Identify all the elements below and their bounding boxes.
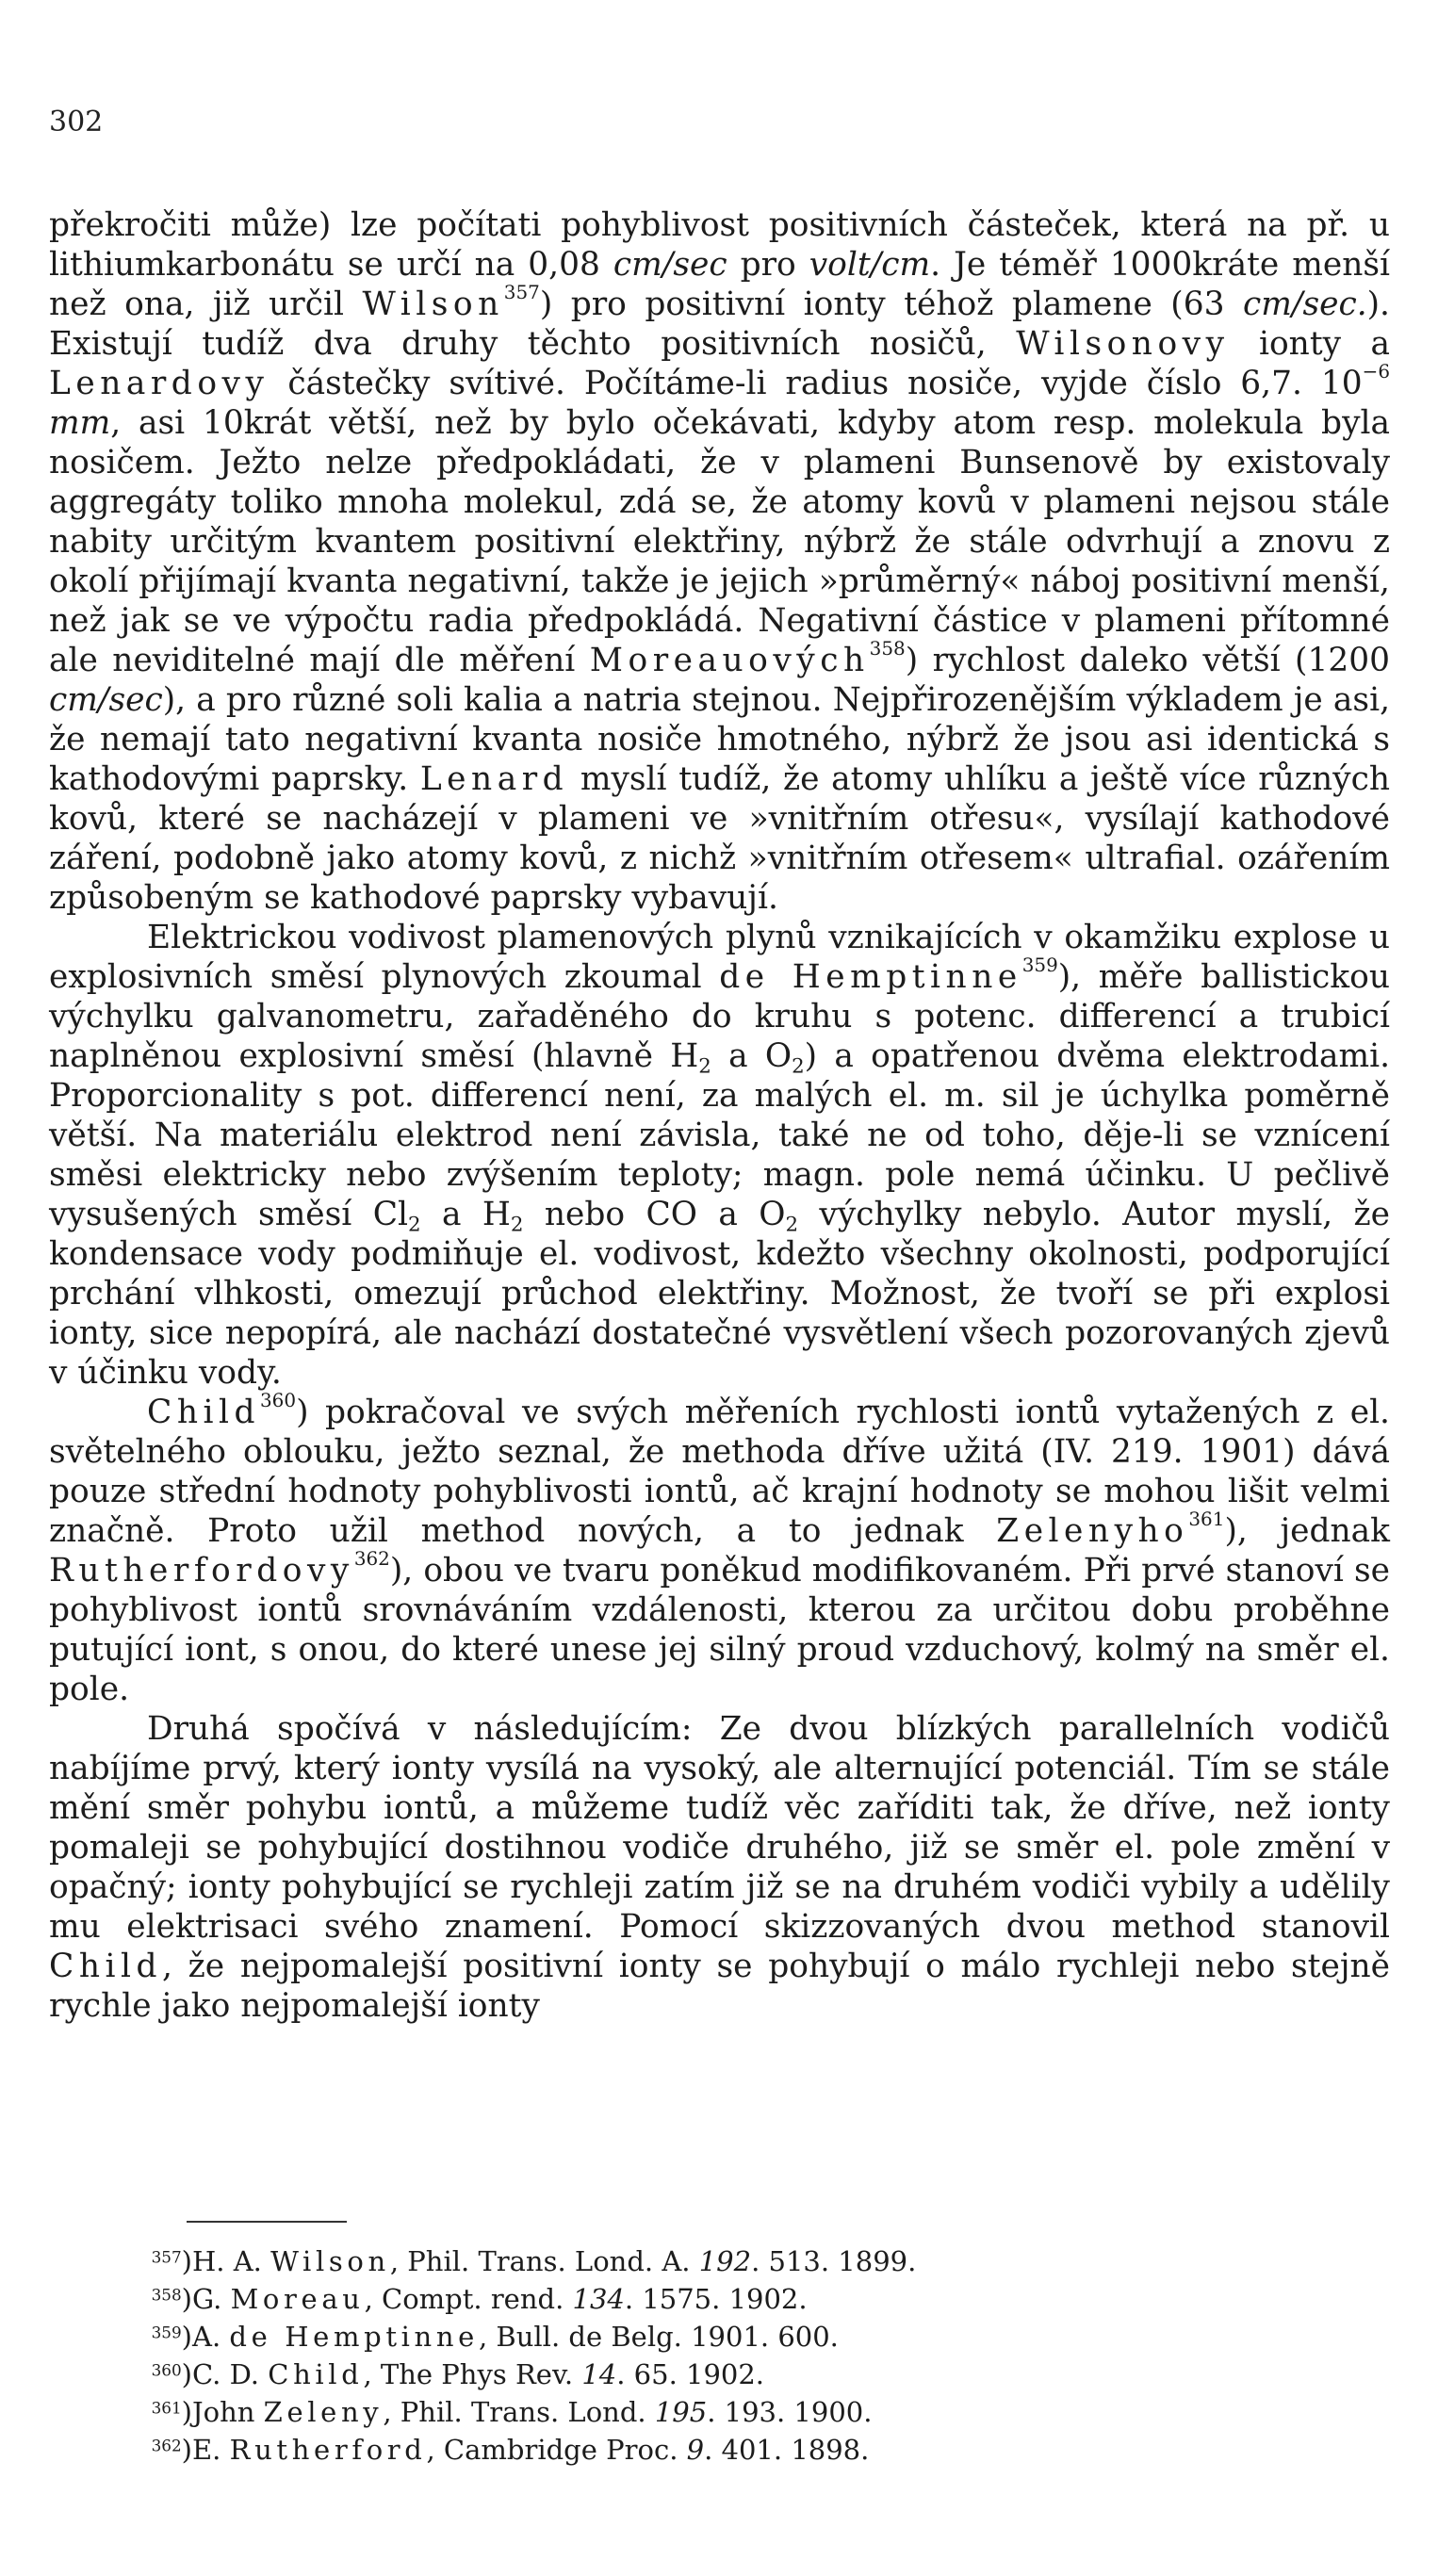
spaced-name: Child xyxy=(49,1948,162,1985)
footnote-mark: $^{362}$) xyxy=(151,2434,192,2466)
footnote-mark: $^{358}$) xyxy=(151,2283,192,2315)
text-run: ), měře ballistickou výchylku galvanometru, zařaděného do kruhu s potenc. differencí a trubicí naplněnou explosivní směsí (hlavně H xyxy=(49,958,1390,1075)
text-run: . 1575. 1902. xyxy=(624,2283,808,2315)
page-number: 302 xyxy=(49,106,104,139)
text-run: H. A. xyxy=(192,2245,271,2277)
text-run: ). Existují tudíž dva druhy těchto positivních nosičů, xyxy=(49,285,1390,363)
text-run: ) rychlost daleko větší (1200 xyxy=(905,642,1390,679)
text-run: . 401. 1898. xyxy=(704,2434,870,2466)
text-run: ) a opatřenou dvěma elektrodami. Proporcionality s pot. differencí není, za malých el. m. sil je úchylka poměrně větší. Na materiálu elektrod není závisla, také ne od toho, děje-li se vznícení směsi elektricky nebo zvýšením teploty; magn. pole nemá účinku. U pečlivě vysušených směsí Cl xyxy=(49,1037,1391,1233)
spaced-name: Wilson xyxy=(362,285,504,323)
subscript: 2 xyxy=(792,1054,805,1079)
footnote-mark: $^{359}$) xyxy=(151,2321,192,2353)
text-run: G. xyxy=(192,2283,231,2315)
spaced-name: Lenard xyxy=(419,760,569,798)
reference-mark: 358 xyxy=(869,637,906,660)
text-run: ), a pro různé soli kalia a natria stejnou. Nejpřirozenějším výkladem je asi, že nemají tato negativní kvanta nosiče hmotného, nýbrž že jsou asi identická s kathodovými paprsky. xyxy=(49,681,1390,798)
reference-mark: 362 xyxy=(353,1547,390,1571)
reference-mark: −6 xyxy=(1362,360,1390,383)
spaced-name: Rutherfordovy xyxy=(49,1552,354,1590)
text-run: a O xyxy=(711,1037,793,1075)
text-run: . 65. 1902. xyxy=(616,2358,765,2390)
footnote xyxy=(145,2280,1332,2318)
footnote-separator xyxy=(187,2221,347,2223)
spaced-name: de Hemptinne xyxy=(229,2321,479,2353)
text-run: myslí tudíž, že atomy uhlíku a ještě více různých kovů, které se nacházejí v plameni ve »vnitřním otřesu«, vysílají kathodové záření, podobně jako atomy kovů, z nichž »vnitřním otřesem« ultrafial. ozářením způsobeným se kathodové paprsky vybavují. xyxy=(49,760,1390,917)
reference-mark: 359 xyxy=(1021,954,1058,977)
subscript: 2 xyxy=(510,1213,524,1237)
text-run: , asi 10krát větší, než by bylo očekávati, kdyby atom resp. molekula byla nosičem. Ježto nelze předpokládati, že v plameni Bunsenově by existovaly aggregáty toliko mnoha molekul, zdá se, že atomy kovů v plameni nejsou stále nabity určitým kvantem positivní elektřiny, nýbrž že stále odvrhují a znovu z okolí přijímají kvanta negativní, takže je jejich »průměrný« náboj positivní menší, než jak se ve výpočtu radia předpokládá. Negativní částice v plameni přítomné ale neviditelné mají dle měření xyxy=(49,404,1390,679)
italic-text: cm/sec xyxy=(613,246,727,284)
reference-mark: 361 xyxy=(1188,1508,1225,1531)
italic-text: cm/sec. xyxy=(1242,285,1367,323)
footnote-number: 358 xyxy=(151,2285,182,2305)
footnote-number: 357 xyxy=(151,2247,182,2267)
text-run: pro xyxy=(727,246,809,284)
text-run: ), jednak xyxy=(1224,1512,1390,1550)
text-run: A. xyxy=(192,2321,230,2353)
text-run: , Phil. Trans. Lond. xyxy=(383,2396,655,2428)
text-run: . 513. 1899. xyxy=(751,2245,917,2277)
body-text xyxy=(49,205,1390,2026)
text-run: John xyxy=(192,2396,264,2428)
italic-text: 14 xyxy=(581,2358,617,2390)
subscript: 2 xyxy=(785,1213,799,1237)
spaced-name: Zeleny xyxy=(263,2396,384,2428)
text-run: , The Phys Rev. xyxy=(363,2358,582,2390)
text-run: , že nejpomalejší positivní ionty se pohybují o málo rychleji nebo stejně rychle jako nejpomalejší ionty xyxy=(49,1948,1390,2025)
text-run: , Bull. de Belg. 1901. 600. xyxy=(478,2321,839,2353)
footnote-mark: $^{361}$) xyxy=(151,2396,192,2428)
text-run: výchylky nebylo. Autor myslí, že kondensace vody podmiňuje el. vodivost, kdežto všechny okolnosti, podporující prchání vlhkosti, omezují průchod elektřiny. Možnost, že tvoří se při explosi ionty, sice nepopírá, ale nachází dostatečné vysvětlení všech pozorovaných zjevů v účinku vody. xyxy=(49,1196,1390,1392)
reference-mark: 357 xyxy=(503,281,540,304)
text-run: a H xyxy=(420,1196,511,1233)
spaced-name: Wilson xyxy=(270,2245,390,2277)
text-run: ) pokračoval ve svých měřeních rychlosti iontů vytažených z el. světelného oblouku, ježto seznal, že methoda dříve užitá (IV. 219. 1901) dává pouze střední hodnoty pohyblivosti iontů, ač krajní hodnoty se mohou lišit velmi značně. Proto užil method nových, a to jednak xyxy=(49,1394,1390,1550)
footnote xyxy=(145,2318,1332,2356)
footnote-number: 359 xyxy=(151,2323,182,2342)
spaced-name: de Hemptinne xyxy=(719,958,1022,996)
italic-text: mm xyxy=(49,404,111,442)
italic-text: volt/cm xyxy=(809,246,931,284)
spaced-name: Lenardovy xyxy=(49,365,270,402)
text-run: E. xyxy=(192,2434,230,2466)
italic-text: 192 xyxy=(698,2245,752,2277)
subscript: 2 xyxy=(408,1213,421,1237)
footnote-mark: $^{357}$) xyxy=(151,2245,192,2277)
text-run: ) pro positivní ionty téhož plamene (63 xyxy=(539,285,1243,323)
spaced-name: Rutherford xyxy=(229,2434,427,2466)
spaced-name: Wilsonovy xyxy=(1016,325,1230,363)
text-run: , Phil. Trans. Lond. A. xyxy=(389,2245,699,2277)
text-run: Elektrickou vodivost plamenových plynů vznikajících v okamžiku explose u explosivních směsí plynových zkoumal xyxy=(49,919,1390,996)
spaced-name: Moreauových xyxy=(589,642,870,679)
footnotes xyxy=(145,2242,1332,2469)
spaced-name: Child xyxy=(147,1394,260,1431)
spaced-name: Zelenyho xyxy=(996,1512,1189,1550)
italic-text: 9 xyxy=(686,2434,705,2466)
spaced-name: Child xyxy=(268,2358,364,2390)
subscript: 2 xyxy=(698,1054,711,1079)
text-run: . Je téměř 1000kráte menší než ona, již určil xyxy=(49,246,1391,323)
spaced-name: Moreau xyxy=(230,2283,365,2315)
text-run: , Compt. rend. xyxy=(364,2283,573,2315)
text-run: částečky svítivé. Počítáme-li radius nosiče, vyjde číslo 6,7. 10 xyxy=(269,365,1363,402)
italic-text: cm/sec xyxy=(49,681,163,719)
paragraph xyxy=(49,205,1390,918)
text-run: Druhá spočívá v následujícím: Ze dvou blízkých parallelních vodičů nabíjíme prvý, který ionty vysílá na vysoký, ale alternující potenciál. Tím se stále mění směr pohybu iontů, a můžeme tudíž věc zaříditi tak, že dříve, než ionty pomaleji se pohybující dostihnou vodiče druhého, již se směr el. pole změní v opačný; ionty pohybující se rychleji zatím již se na druhém vodiči vybily a udělily mu elektrisaci svého znamení. Pomocí skizzovaných dvou method stanovil xyxy=(49,1710,1390,1946)
text-run: , Cambridge Proc. xyxy=(426,2434,687,2466)
text-run: ), obou ve tvaru poněkud modifikovaném. Při prvé stanoví se pohyblivost iontů srovnáváním vzdálenosti, kterou za určitou dobu proběhne putující iont, s onou, do které unese jej silný proud vzduchový, kolmý na směr el. pole. xyxy=(49,1552,1390,1708)
footnote-mark: $^{360}$) xyxy=(151,2358,192,2390)
footnote xyxy=(145,2356,1332,2393)
paragraph xyxy=(49,1389,1390,1709)
footnote xyxy=(145,2431,1332,2469)
italic-text: 134 xyxy=(572,2283,625,2315)
footnote-number: 362 xyxy=(151,2436,182,2455)
paragraph xyxy=(49,1709,1390,2026)
paragraph xyxy=(49,918,1390,1393)
text-run: C. D. xyxy=(192,2358,269,2390)
text-run: ionty a xyxy=(1229,325,1391,363)
text-run: nebo CO a O xyxy=(523,1196,786,1233)
footnote xyxy=(145,2242,1332,2280)
reference-mark: 360 xyxy=(260,1389,297,1412)
text-run: překročiti může) lze počítati pohyblivost positivních částeček, která na př. u lithiumkarbonátu se určí na 0,08 xyxy=(49,206,1390,284)
footnote xyxy=(145,2393,1332,2431)
footnote-number: 360 xyxy=(151,2360,182,2380)
footnote-number: 361 xyxy=(151,2398,182,2418)
text-run: . 193. 1900. xyxy=(707,2396,873,2428)
italic-text: 195 xyxy=(654,2396,708,2428)
